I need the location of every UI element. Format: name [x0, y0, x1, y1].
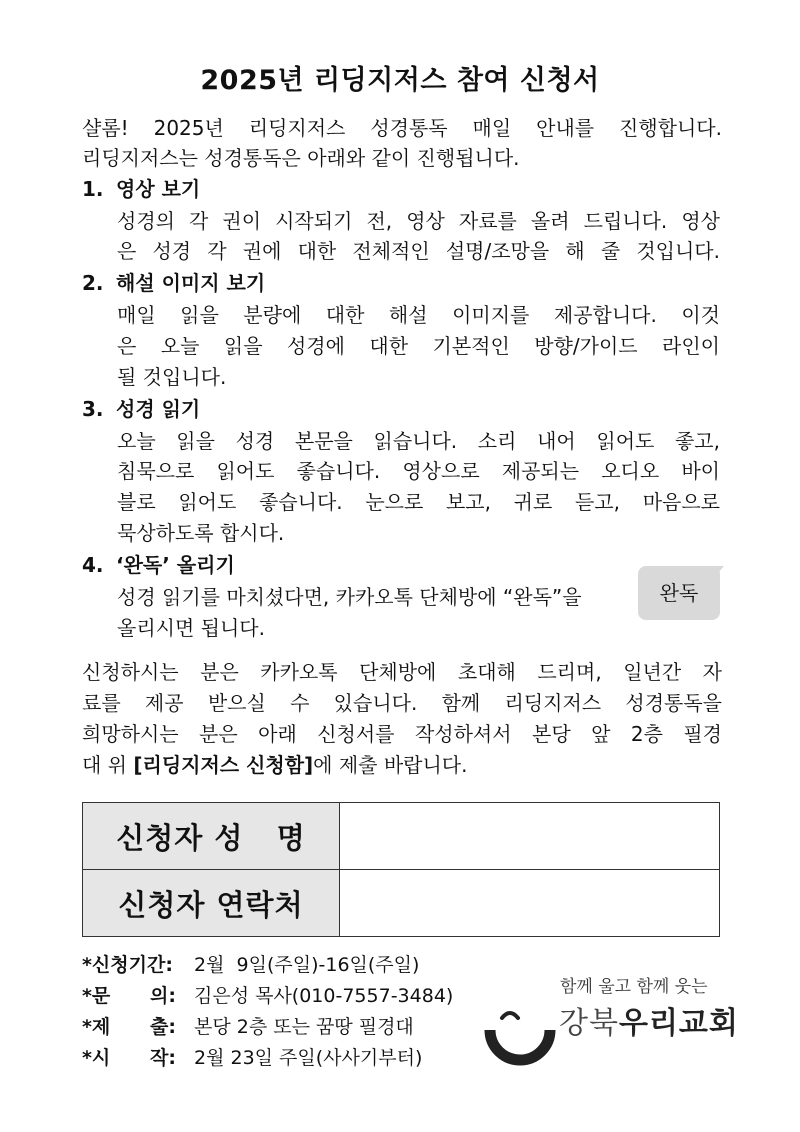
section-3-line-4: 묵상하도록 합시다.: [117, 521, 285, 545]
closing-line-1: 신청하시는 분은 카카오톡 단체방에 초대해 드리며, 일년간 자: [82, 660, 722, 684]
info-period: [82, 950, 419, 980]
church-logo-icon: [480, 1000, 560, 1080]
section-4-title: ‘완독’ 올리기: [116, 553, 235, 577]
section-1-line-2: 은 성경 각 권에 대한 전체적인 설명/조망을 해 줄 것입니다.: [117, 239, 720, 263]
section-2-title: 해설 이미지 보기: [116, 271, 266, 295]
info-start: [82, 1043, 422, 1073]
section-2-line-2: 은 오늘 읽을 성경에 대한 기본적인 방향/가이드 라인이: [117, 334, 720, 358]
section-1-title: 영상 보기: [116, 177, 201, 201]
section-1-heading: [82, 174, 200, 204]
closing-line-3: 희망하시는 분은 아래 신청서를 작성하셔서 본당 앞 2층 필경: [82, 722, 722, 746]
wandok-chat-bubble: 완독: [638, 566, 720, 620]
section-2-heading: [82, 268, 265, 298]
section-1-line-1: 성경의 각 권이 시작되기 전, 영상 자료를 올려 드립니다. 영상: [117, 209, 720, 233]
section-4-line-2: 올리시면 됩니다.: [117, 616, 265, 640]
section-4-number: 4.: [82, 553, 104, 577]
church-name: [559, 998, 739, 1042]
section-4-heading: [82, 550, 235, 580]
info-contact: [82, 981, 453, 1011]
contact-label: 신청자 연락처: [83, 870, 340, 937]
name-label: [83, 803, 340, 870]
info-period-key: *신청기간:: [82, 954, 173, 976]
section-2-line-3: 될 것입니다.: [117, 365, 227, 389]
intro-line-1: 샬롬! 2025년 리딩지저스 성경통독 매일 안내를 진행합니다.: [82, 116, 722, 140]
info-start-value: 2월 23일 주일(사사기부터): [194, 1047, 423, 1069]
submission-box-name: [리딩지저스 신청함]: [133, 753, 314, 777]
info-start-key: *시 작:: [82, 1047, 176, 1069]
section-3-line-1: 오늘 읽을 성경 본문을 읽습니다. 소리 내어 읽어도 좋고,: [117, 429, 720, 453]
info-submit-key: *제 출:: [82, 1016, 176, 1038]
info-submit-value: 본당 2층 또는 꿈땅 필경대: [194, 1016, 414, 1038]
info-period-value: 2월 9일(주일)-16일(주일): [194, 954, 420, 976]
section-4-line-1: 성경 읽기를 마치셨다면, 카카오톡 단체방에 “완독”을: [117, 585, 582, 609]
church-tagline: 함께 울고 함께 웃는: [560, 977, 708, 997]
intro-line-2: 리딩지저스는 성경통독은 아래와 같이 진행됩니다.: [82, 146, 520, 170]
section-1-number: 1.: [82, 177, 104, 201]
section-3-line-3: 블로 읽어도 좋습니다. 눈으로 보고, 귀로 듣고, 마음으로: [117, 490, 720, 514]
section-3-heading: [82, 394, 200, 424]
info-contact-value: 김은성 목사(010-7557-3484): [194, 985, 454, 1007]
church-name-light: 강북: [559, 1006, 619, 1041]
section-2-number: 2.: [82, 271, 104, 295]
name-field[interactable]: [340, 803, 720, 870]
info-contact-key: *문 의:: [82, 985, 176, 1007]
section-3-title: 성경 읽기: [116, 397, 201, 421]
section-3-line-2: 침묵으로 읽어도 좋습니다. 영상으로 제공되는 오디오 바이: [117, 459, 720, 483]
closing-line-2: 료를 제공 받으실 수 있습니다. 함께 리딩지저스 성경통독을: [82, 691, 722, 715]
closing-line-4-pre: 대 위: [82, 753, 134, 777]
application-form-table: [82, 802, 720, 937]
name-label-text: 신청자 성 명: [116, 820, 306, 855]
church-name-bold: 우리교회: [618, 1006, 739, 1041]
page-title: 2025년 리딩지저스 참여 신청서: [200, 65, 600, 96]
contact-field[interactable]: [340, 870, 720, 937]
section-3-number: 3.: [82, 397, 104, 421]
closing-line-4: [82, 750, 722, 780]
info-submit: [82, 1012, 414, 1042]
form-row-name: [83, 803, 720, 870]
closing-line-4-post: 에 제출 바랍니다.: [313, 753, 468, 777]
chat-bubble-tail: [712, 566, 724, 580]
form-row-contact: [83, 870, 720, 937]
section-2-line-1: 매일 읽을 분량에 대한 해설 이미지를 제공합니다. 이것: [117, 303, 720, 327]
